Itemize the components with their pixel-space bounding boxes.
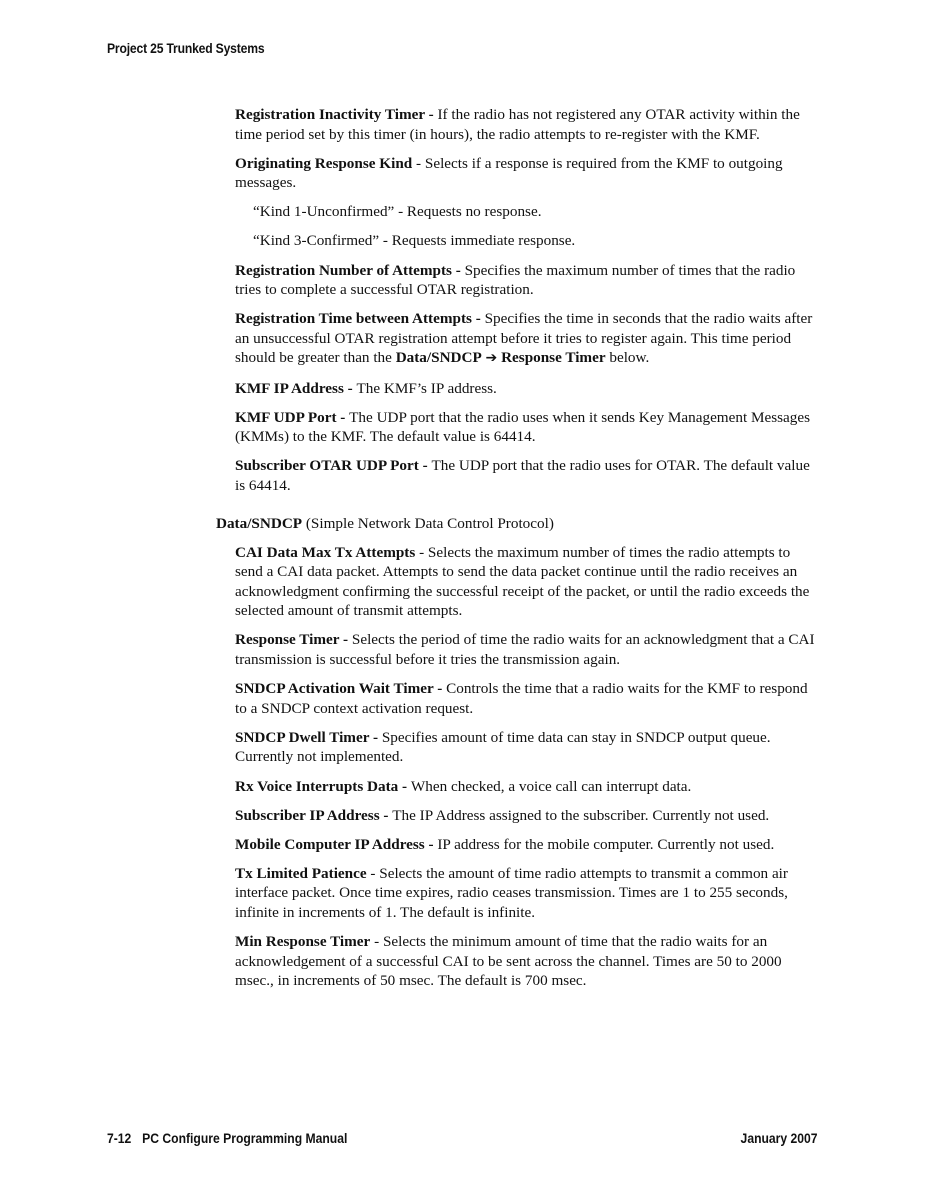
arrow-right-icon: ➔ — [485, 350, 498, 367]
definition-registration-time-between-attempts — [235, 309, 815, 369]
page-number: 7-12 — [107, 1131, 132, 1146]
definition-mobile-computer-ip-address — [235, 835, 815, 855]
term: SNDCP Activation Wait Timer - — [235, 680, 447, 698]
footer-left — [107, 1131, 347, 1146]
definition: - Selects the amount of time radio attempts to transmit a common air interface packet. Once time expires, radio ceases transmission. Times are 1 to 255 seconds, infinite in increments of 1. The default is infinite. — [235, 864, 788, 921]
term: Originating Response Kind — [235, 154, 413, 172]
running-header: Project 25 Trunked Systems — [107, 41, 265, 56]
term: Response Timer - — [235, 631, 352, 649]
definition: The IP Address assigned to the subscriber. Currently not used. — [392, 806, 770, 824]
definition-min-response-timer — [235, 932, 815, 991]
definition-tx-limited-patience — [235, 864, 815, 923]
definition: Specifies the maximum number of times that the radio tries to complete a successful OTAR registration. — [235, 261, 796, 299]
definition-tail: below. — [605, 349, 650, 367]
definition: The UDP port that the radio uses when it sends Key Management Messages (KMMs) to the KMF. The default value is 64414. — [235, 408, 811, 446]
definition-kmf-udp-port — [235, 408, 815, 447]
term: Subscriber IP Address - — [235, 806, 393, 824]
section-subtitle: (Simple Network Data Control Protocol) — [302, 514, 554, 532]
definition: When checked, a voice call can interrupt data. — [410, 777, 692, 795]
definition: If the radio has not registered any OTAR activity within the time period set by this timer (in hours), the radio attempts to re-register with the KMF. — [235, 106, 800, 143]
definition: Specifies amount of time data can stay in SNDCP output queue. Currently not implemented. — [235, 728, 771, 766]
manual-title: PC Configure Programming Manual — [142, 1131, 348, 1146]
definition: - Selects the minimum amount of time that the radio waits for an acknowledgement of a successful CAI to be sent across the channel. Times are 50 to 2000 msec., in increments of 50 msec. The default is 700 msec. — [235, 933, 782, 990]
definition-subscriber-ip-address — [235, 806, 815, 826]
definition: IP address for the mobile computer. Currently not used. — [437, 835, 775, 853]
term: Tx Limited Patience — [235, 864, 367, 882]
term: Mobile Computer IP Address - — [235, 835, 438, 853]
term: KMF UDP Port - — [235, 408, 350, 426]
publication-date: January 2007 — [740, 1131, 818, 1146]
definition-subscriber-otar-udp-port — [235, 456, 815, 495]
definition-kmf-ip-address — [235, 379, 815, 399]
term: Registration Time between Attempts - — [235, 310, 485, 328]
definition: Selects the period of time the radio waits for an acknowledgment that a CAI transmission is successful before it tries the transmission again. — [235, 631, 815, 669]
cross-reference-field: Response Timer — [501, 349, 606, 367]
definition: The KMF’s IP address. — [356, 379, 497, 397]
term: SNDCP Dwell Timer - — [235, 728, 382, 746]
section-title: Data/SNDCP — [216, 514, 303, 532]
definition: - Selects the maximum number of times the radio attempts to send a CAI data packet. Attempts to send the data packet continue until the radio receives an acknowledgment confirming the successful receipt of the packet, or until the radio exceeds the selected amount of transmit attempts. — [235, 543, 810, 620]
term: Min Response Timer — [235, 933, 371, 951]
definition: - Selects if a response is required from the KMF to outgoing messages. — [235, 154, 783, 192]
term: Registration Number of Attempts - — [235, 261, 465, 279]
term: Registration Inactivity Timer - — [235, 106, 438, 123]
definition-rx-voice-interrupts-data — [235, 777, 815, 797]
term: CAI Data Max Tx Attempts — [235, 543, 416, 561]
definition-sndcp-dwell-timer — [235, 728, 815, 767]
term: Subscriber OTAR UDP Port - — [235, 457, 432, 475]
definition-response-timer — [235, 630, 815, 669]
definition: Specifies the time in seconds that the radio waits after an unsuccessful OTAR registration attempt before it tries to register again. This time period should be greater than the — [235, 310, 813, 367]
page-body — [216, 105, 815, 1000]
definition-sndcp-activation-wait-timer — [235, 679, 815, 718]
definition-registration-inactivity-timer — [235, 105, 815, 144]
response-kind-option: “Kind 1-Unconfirmed” - Requests no response. — [253, 203, 542, 221]
cross-reference-section: Data/SNDCP — [395, 349, 482, 367]
definition-cai-data-max-tx-attempts — [235, 543, 815, 621]
definition: The UDP port that the radio uses for OTAR. The default value is 64414. — [235, 457, 810, 494]
definition: Controls the time that a radio waits for the KMF to respond to a SNDCP context activation request. — [235, 680, 808, 717]
response-kind-option: “Kind 3-Confirmed” - Requests immediate response. — [253, 232, 576, 250]
term: Rx Voice Interrupts Data - — [235, 777, 411, 795]
section-heading-data-sndcp — [216, 514, 815, 534]
definition-registration-number-of-attempts — [235, 261, 815, 300]
definition-originating-response-kind — [235, 154, 815, 193]
term: KMF IP Address - — [235, 379, 357, 397]
